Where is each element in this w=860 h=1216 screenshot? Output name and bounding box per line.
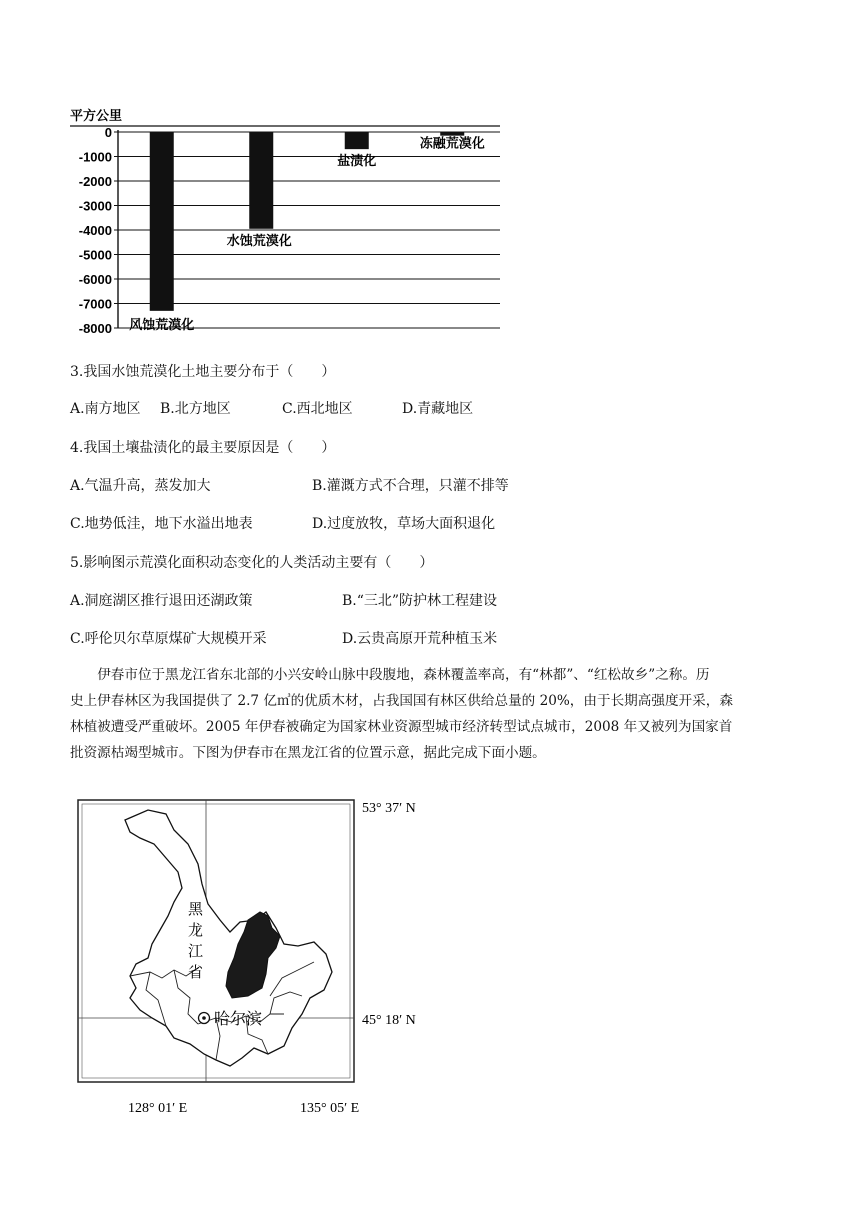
q3-option-a: A.南方地区: [70, 401, 141, 417]
y-tick-label: -5000: [78, 247, 112, 263]
lon-right-label: 135° 05′ E: [300, 1101, 360, 1116]
bar-3: [345, 132, 369, 149]
q4-option-b: B.灌溉方式不合理，只灌不排等: [312, 478, 509, 494]
q4-option-d: D.过度放牧，草场大面积退化: [312, 516, 496, 532]
category-label: 风蚀荒漠化: [129, 317, 195, 333]
q3-option-d: D.青藏地区: [402, 401, 474, 417]
q4-option-a: A.气温升高，蒸发加大: [70, 478, 211, 494]
y-tick-label: -7000: [78, 296, 112, 312]
bar-4: [440, 132, 464, 136]
q5-option-b: B.“三北”防护林工程建设: [342, 593, 498, 609]
question-3-stem: 3.我国水蚀荒漠化土地主要分布于（ ）: [70, 364, 336, 380]
province-label-3: 江: [188, 944, 204, 960]
passage-line-3: 林植被遭受严重破坏。2005 年伊春被确定为国家林业资源型城市经济转型试点城市，2008 年又被列为国家首: [70, 719, 733, 735]
map-svg: [70, 792, 470, 1122]
y-tick-label: -3000: [78, 198, 112, 214]
y-tick-label: -6000: [78, 272, 112, 287]
y-tick-label: -4000: [78, 223, 112, 238]
q3-option-c: C.西北地区: [282, 401, 353, 417]
category-label: 盐渍化: [337, 154, 377, 170]
province-label-4: 省: [188, 965, 204, 981]
harbin-label: 哈尔滨: [214, 1011, 263, 1028]
passage-line-1: 伊春市位于黑龙江省东北部的小兴安岭山脉中段腹地，森林覆盖率高，有“林都”、“红松故乡”之称。历: [97, 667, 710, 683]
lat-top-label: 53° 37′ N: [362, 801, 416, 816]
province-label-2: 龙: [188, 923, 204, 939]
question-4-stem: 4.我国土壤盐渍化的最主要原因是（ ）: [70, 440, 336, 456]
province-label-1: 黑: [188, 902, 204, 918]
bar-1: [150, 132, 174, 311]
category-label: 水蚀荒漠化: [226, 233, 292, 249]
y-tick-label: -8000: [78, 321, 112, 336]
q4-option-c: C.地势低洼，地下水溢出地表: [70, 516, 253, 532]
q5-option-d: D.云贵高原开荒种植玉米: [342, 631, 498, 647]
harbin-marker-dot: [202, 1016, 206, 1020]
question-5-stem: 5.影响图示荒漠化面积动态变化的人类活动主要有（ ）: [70, 555, 434, 571]
desertification-bar-chart: [60, 100, 510, 340]
y-tick-label: 0: [104, 125, 112, 140]
q5-option-c: C.呼伦贝尔草原煤矿大规模开采: [70, 631, 267, 647]
y-tick-label: -2000: [78, 174, 112, 189]
lon-left-label: 128° 01′ E: [128, 1101, 188, 1116]
y-axis-label: 平方公里: [70, 108, 123, 123]
q5-option-a: A.洞庭湖区推行退田还湖政策: [70, 593, 253, 609]
lat-mid-label: 45° 18′ N: [362, 1013, 416, 1028]
y-tick-label: -1000: [78, 149, 112, 165]
yichun-location-map: [70, 792, 470, 1122]
passage-line-4: 批资源枯竭型城市。下图为伊春市在黑龙江省的位置示意，据此完成下面小题。: [70, 745, 546, 761]
passage-line-2: 史上伊春林区为我国提供了 2.7 亿㎥的优质木材，占我国国有林区供给总量的 20%，由于长期高强度开采，森: [70, 693, 733, 709]
chart-svg: [60, 100, 510, 340]
category-label: 冻融荒漠化: [419, 136, 485, 152]
q3-option-b: B.北方地区: [160, 401, 231, 417]
bar-2: [249, 132, 273, 229]
